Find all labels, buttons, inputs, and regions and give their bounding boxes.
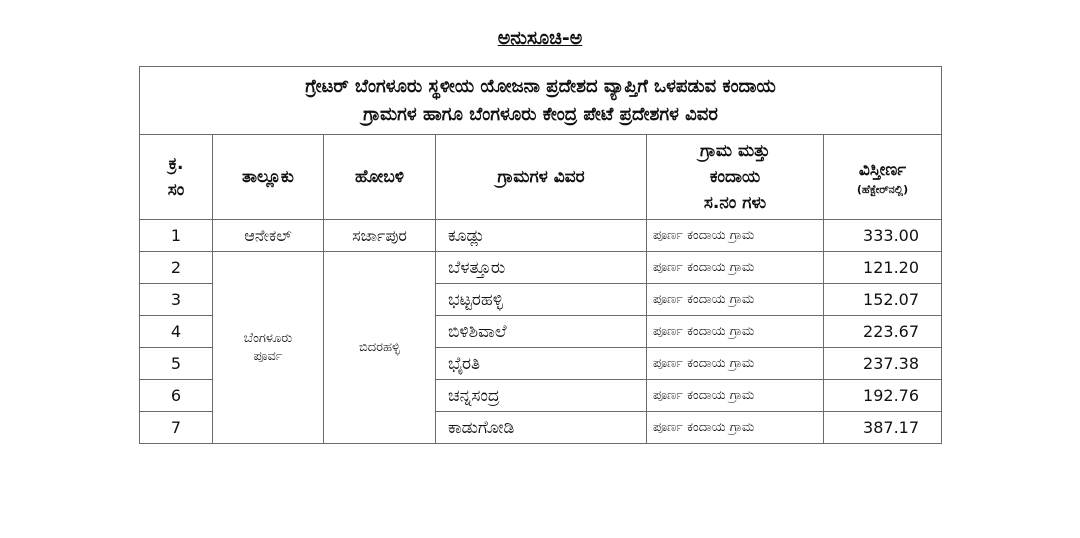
cell-sno: 2 xyxy=(140,252,213,284)
col-header-area-line1: ವಿಸ್ತೀರ್ಣ xyxy=(858,160,907,180)
col-header-survey-line3: ಸ.ನಂ ಗಳು xyxy=(703,193,767,213)
cell-type: ಪೂರ್ಣ ಕಂದಾಯ ಗ್ರಾಮ xyxy=(647,348,824,380)
col-header-survey xyxy=(647,135,824,220)
cell-area: 387.17 xyxy=(824,412,942,444)
cell-sno: 5 xyxy=(140,348,213,380)
column-header-row xyxy=(140,135,942,220)
col-header-area-unit: (ಹೆಕ್ಟೇರ್‌ನಲ್ಲಿ) xyxy=(856,183,909,196)
table-heading-line2: ಗ್ರಾಮಗಳ ಹಾಗೂ ಬೆಂಗಳೂರು ಕೇಂದ್ರ ಪೇಟೆ ಪ್ರದೇಶಗಳ ವಿವರ xyxy=(363,103,718,125)
cell-area: 237.38 xyxy=(824,348,942,380)
col-header-sno-line2: ಸಂ xyxy=(167,180,185,200)
cell-village: ಬಿಳಿಶಿವಾಲೆ xyxy=(436,316,647,348)
cell-type: ಪೂರ್ಣ ಕಂದಾಯ ಗ್ರಾಮ xyxy=(647,380,824,412)
table-heading-line1: ಗ್ರೇಟರ್ ಬೆಂಗಳೂರು ಸ್ಥಳೀಯ ಯೋಜನಾ ಪ್ರದೇಶದ ವ್ಯಾಪ್ತಿಗೆ ಒಳಪಡುವ ಕಂದಾಯ xyxy=(305,75,776,97)
col-header-taluk: ತಾಲ್ಲೂಕು xyxy=(213,135,324,220)
cell-hobli: ಸರ್ಜಾಪುರ xyxy=(324,220,436,252)
cell-type: ಪೂರ್ಣ ಕಂದಾಯ ಗ್ರಾಮ xyxy=(647,220,824,252)
cell-village: ಭಟ್ಟರಹಳ್ಳಿ xyxy=(436,284,647,316)
cell-type: ಪೂರ್ಣ ಕಂದಾಯ ಗ್ರಾಮ xyxy=(647,284,824,316)
col-header-sno xyxy=(140,135,213,220)
cell-taluk-group-line1: ಬೆಂಗಳೂರು xyxy=(243,330,293,346)
col-header-survey-line1: ಗ್ರಾಮ ಮತ್ತು xyxy=(699,141,771,161)
col-header-hobli: ಹೋಬಳಿ xyxy=(324,135,436,220)
cell-type: ಪೂರ್ಣ ಕಂದಾಯ ಗ್ರಾಮ xyxy=(647,412,824,444)
cell-sno: 3 xyxy=(140,284,213,316)
cell-area: 192.76 xyxy=(824,380,942,412)
col-header-area xyxy=(824,135,942,220)
col-header-villages: ಗ್ರಾಮಗಳ ವಿವರ xyxy=(436,135,647,220)
table-heading-row xyxy=(140,67,942,135)
cell-sno: 6 xyxy=(140,380,213,412)
cell-area: 333.00 xyxy=(824,220,942,252)
cell-taluk-group-line2: ಪೂರ್ವ xyxy=(253,348,283,364)
cell-taluk: ಆನೇಕಲ್ xyxy=(213,220,324,252)
cell-sno: 4 xyxy=(140,316,213,348)
cell-village: ಕೂಡ್ಲು xyxy=(436,220,647,252)
cell-village: ಕಾಡುಗೋಡಿ xyxy=(436,412,647,444)
cell-village: ಭೈರತಿ xyxy=(436,348,647,380)
cell-area: 152.07 xyxy=(824,284,942,316)
cell-village: ಬೆಳತ್ತೂರು xyxy=(436,252,647,284)
villages-table xyxy=(139,66,942,444)
document-title: ಅನುಸೂಚಿ-ಅ xyxy=(497,27,583,49)
cell-village: ಚನ್ನಸಂದ್ರ xyxy=(436,380,647,412)
table-row xyxy=(140,252,942,284)
col-header-survey-line2: ಕಂದಾಯ xyxy=(709,167,761,187)
cell-area: 223.67 xyxy=(824,316,942,348)
cell-type: ಪೂರ್ಣ ಕಂದಾಯ ಗ್ರಾಮ xyxy=(647,252,824,284)
cell-hobli-group: ಬಿದರಹಳ್ಳಿ xyxy=(324,252,436,444)
cell-type: ಪೂರ್ಣ ಕಂದಾಯ ಗ್ರಾಮ xyxy=(647,316,824,348)
col-header-sno-line1: ಕ್ರ. xyxy=(168,154,184,174)
table-row xyxy=(140,220,942,252)
cell-area: 121.20 xyxy=(824,252,942,284)
cell-taluk-group xyxy=(213,252,324,444)
cell-sno: 1 xyxy=(140,220,213,252)
cell-sno: 7 xyxy=(140,412,213,444)
table-heading xyxy=(140,67,942,135)
